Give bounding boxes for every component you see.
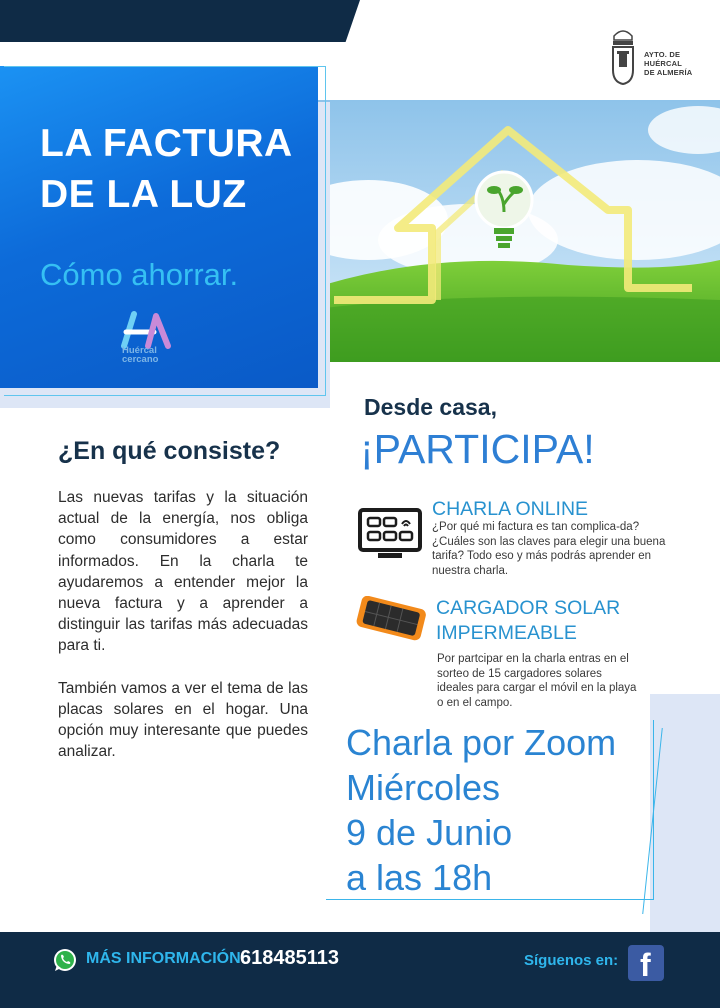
participate-heading: ¡PARTICIPA! xyxy=(360,426,595,472)
footer xyxy=(0,932,720,1008)
facebook-icon[interactable]: f xyxy=(628,945,664,981)
solar-charger-icon xyxy=(352,596,430,642)
from-home-text: Desde casa, xyxy=(364,394,497,420)
follow-us-label: Síguenos en: xyxy=(524,952,619,969)
top-bar xyxy=(0,0,360,42)
brand-line-2: cercano xyxy=(122,354,159,365)
brand-line-1: Huércal xyxy=(122,345,157,356)
section-heading: ¿En qué consiste? xyxy=(58,437,281,465)
event-date: 9 de Junio xyxy=(346,812,513,853)
phone-number[interactable]: 618485113 xyxy=(240,947,340,969)
tv-icon xyxy=(358,508,422,560)
solar-charger-description: Por partcipar en la charla entras en el sorteo de 15 cargadores solares ideales para cargar el móvil en la playa o en el campo. xyxy=(437,653,637,709)
decor-panel-right xyxy=(650,694,720,934)
paragraph-2: También vamos a ver el tema de las placas solares en el hogar. Una opción muy interesante que puedes analizar. xyxy=(58,679,308,761)
whatsapp-icon[interactable] xyxy=(52,947,78,973)
crest-icon xyxy=(608,26,638,86)
more-info-label: MÁS INFORMACIÓN: xyxy=(86,950,246,967)
online-talk-title: CHARLA ONLINE xyxy=(432,498,589,520)
page-subtitle: Cómo ahorrar. xyxy=(40,257,239,292)
event-platform: Charla por Zoom xyxy=(346,722,617,763)
ayuntamiento-logo xyxy=(604,26,714,90)
event-details xyxy=(346,720,616,900)
online-talk-description: ¿Por qué mi factura es tan complica-da? ¿Cuáles son las claves para elegir una buena tarifa? Todo eso y más podrás aprender en nuestra charla. xyxy=(432,521,666,577)
hero-image xyxy=(308,100,720,362)
paragraph-1: Las nuevas tarifas y la situación actual de la energía, nos obliga como consumidores a estar informados. En la charla te ayudaremos a entender mejor la nueva factura y a aprender a distinguir las tarifas más adecuadas para ti. xyxy=(58,489,308,655)
event-time: a las 18h xyxy=(346,857,493,898)
description xyxy=(58,487,308,783)
logo-text: AYTO. DE HUÉRCAL DE ALMERÍA xyxy=(644,50,693,77)
solar-charger-title: CARGADOR SOLAR IMPERMEABLE xyxy=(436,597,621,644)
huercal-cercano-logo xyxy=(118,310,182,378)
event-day: Miércoles xyxy=(346,767,501,808)
page-title: LA FACTURA DE LA LUZ xyxy=(40,122,293,216)
